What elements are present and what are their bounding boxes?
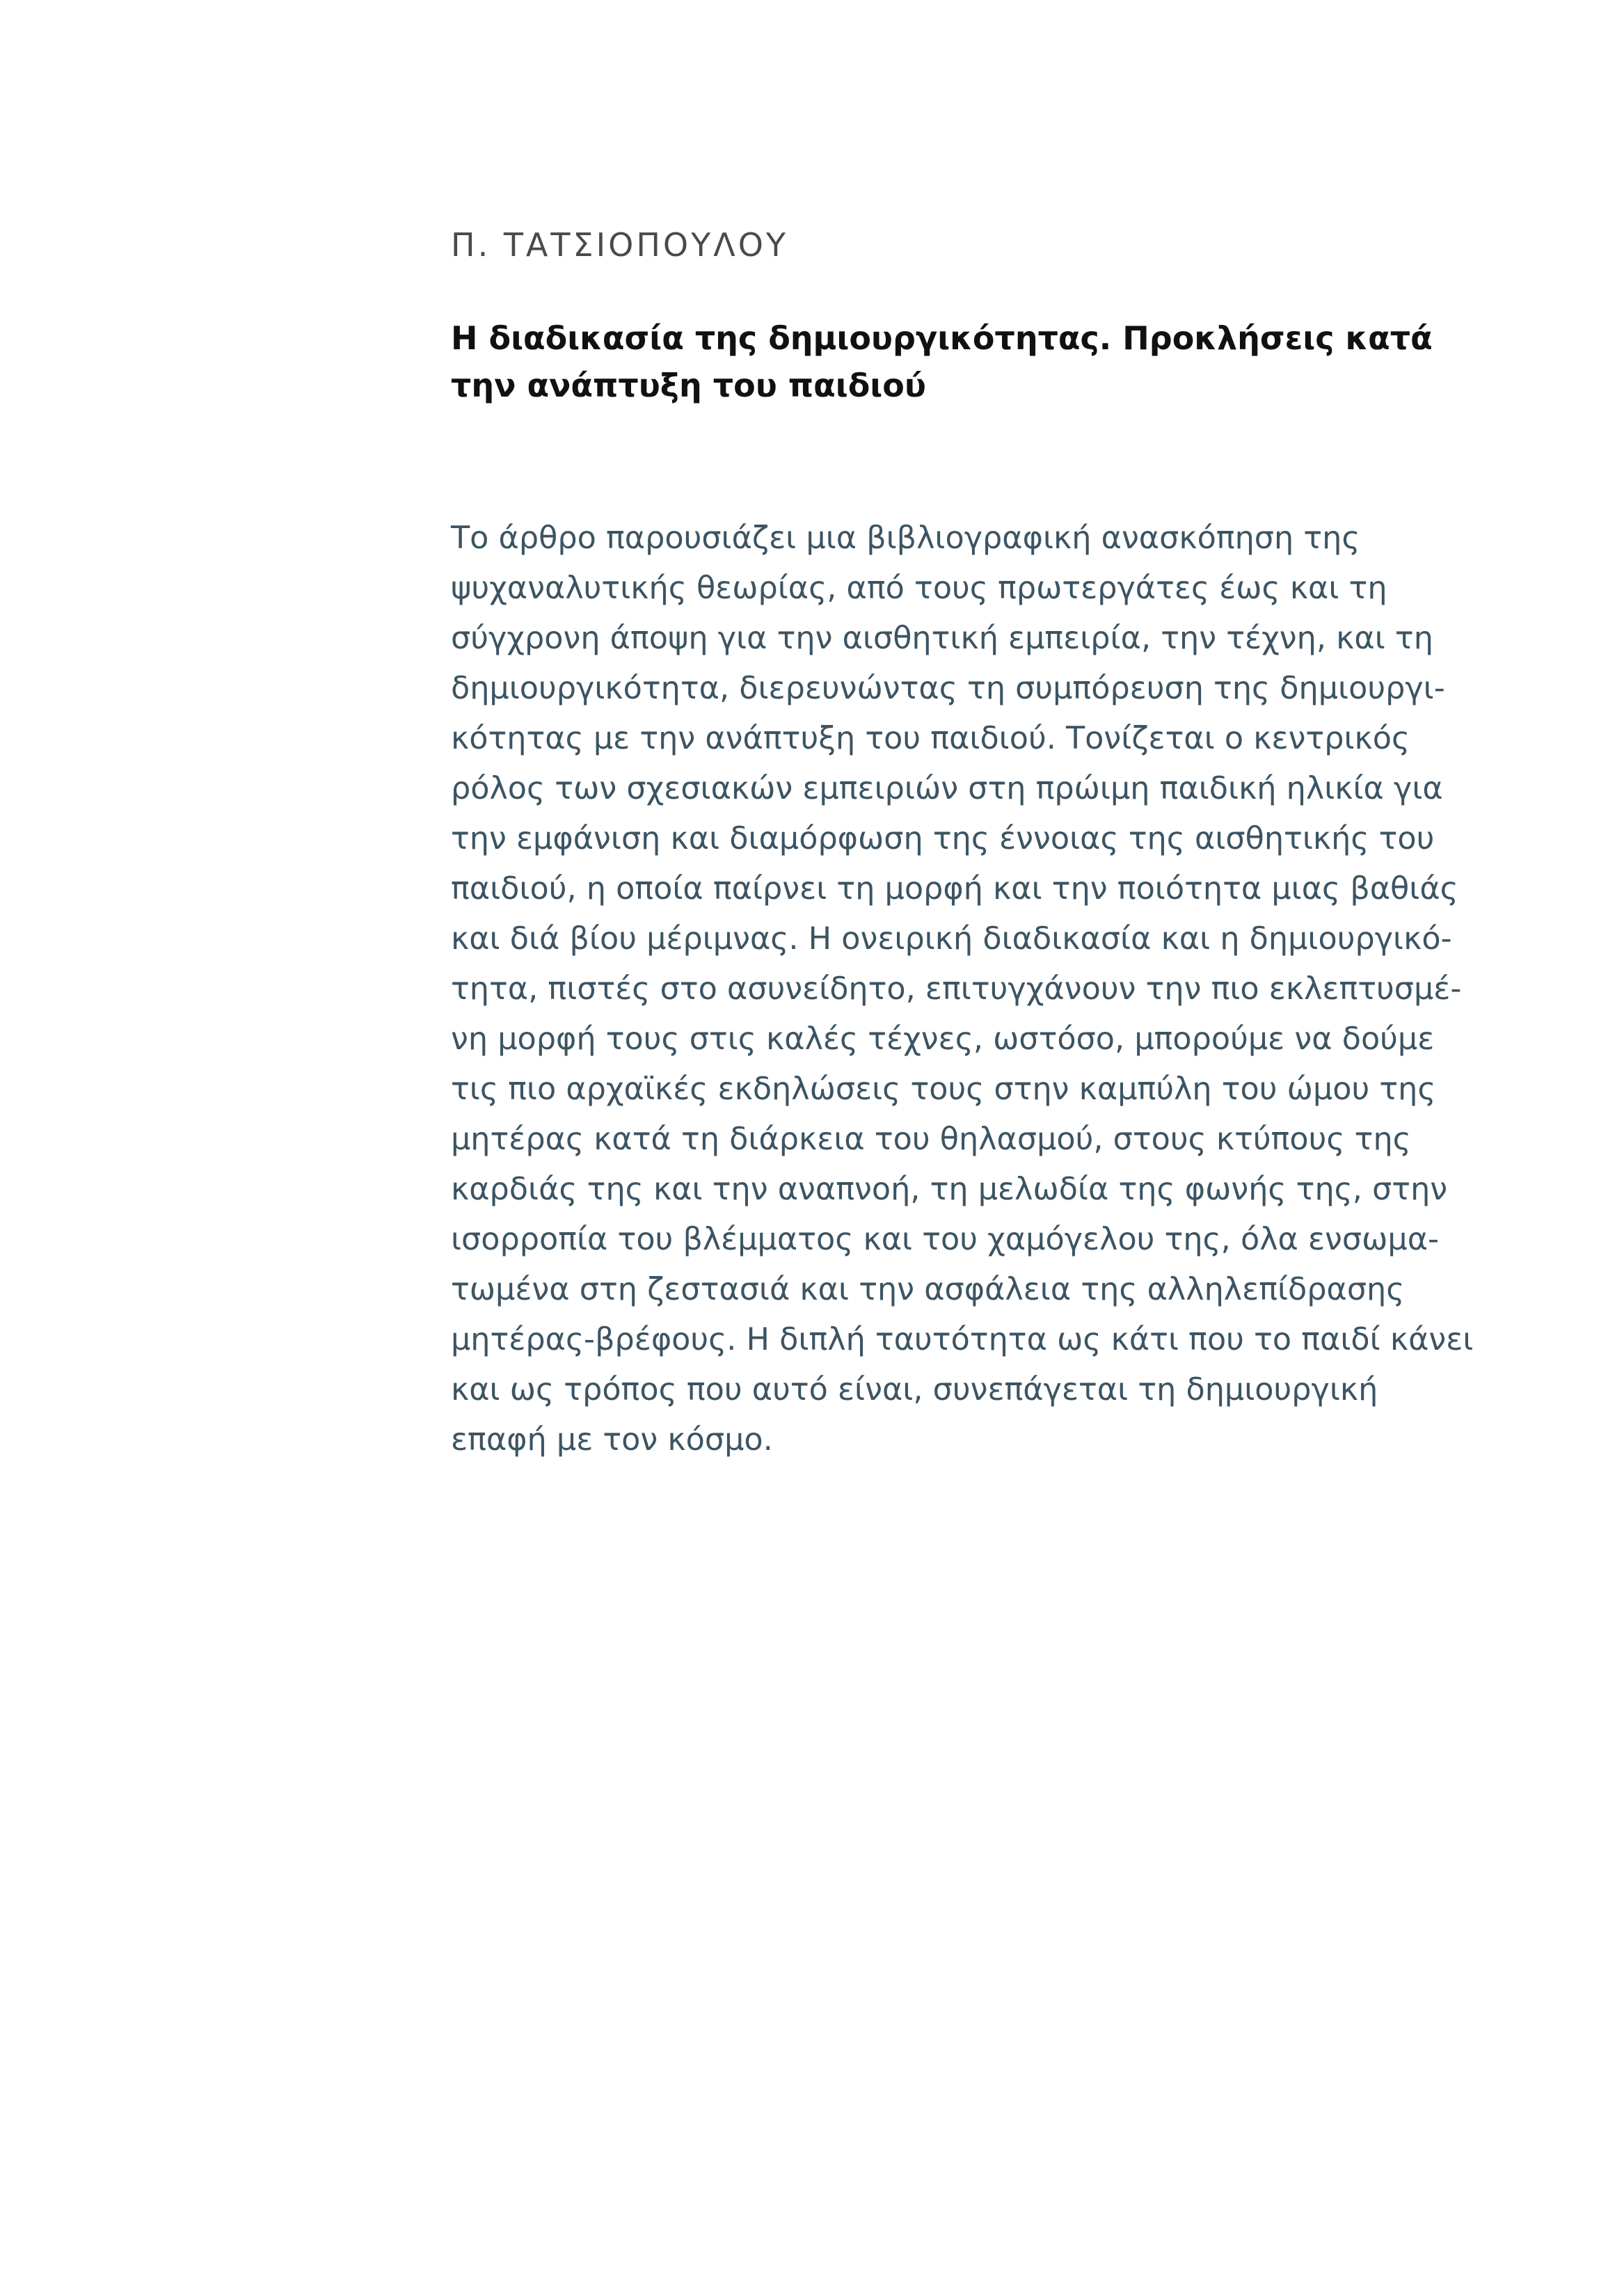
abstract-line: και διά βίου μέριμνας. Η ονειρική διαδικασία και η δημιουργικό- <box>451 921 1452 957</box>
abstract-line: δημιουργικότητα, διερευνώντας τη συμπόρευση της δημιουργι- <box>451 671 1445 706</box>
abstract <box>451 513 1508 1465</box>
abstract-line: παιδιού, η οποία παίρνει τη μορφή και την ποιότητα μιας βαθιάς <box>451 871 1458 907</box>
abstract-line: και ως τρόπος που αυτό είναι, συνεπάγεται τη δημιουργική <box>451 1372 1378 1408</box>
abstract-line: σύγχρονη άποψη για την αισθητική εμπειρία, την τέχνη, και τη <box>451 621 1433 656</box>
abstract-line: ψυχαναλυτικής θεωρίας, από τους πρωτεργάτες έως και τη <box>451 571 1387 606</box>
abstract-line: την εμφάνιση και διαμόρφωση της έννοιας της αισθητικής του <box>451 821 1435 856</box>
abstract-line: Το άρθρο παρουσιάζει μια βιβλιογραφική ανασκόπηση της <box>451 520 1360 556</box>
abstract-line: ισορροπία του βλέμματος και του χαμόγελου της, όλα ενσωμα- <box>451 1222 1440 1257</box>
abstract-line: καρδιάς της και την αναπνοή, τη μελωδία της φωνής της, στην <box>451 1172 1448 1207</box>
abstract-line: επαφή με τον κόσμο. <box>451 1422 773 1458</box>
abstract-line: μητέρας-βρέφους. Η διπλή ταυτότητα ως κάτι που το παιδί κάνει <box>451 1322 1474 1357</box>
abstract-line: μητέρας κατά τη διάρκεια του θηλασμού, στους κτύπους της <box>451 1122 1411 1157</box>
article-title: Η διαδικασία της δημιουργικότητας. Προκλήσεις κατά την ανάπτυξη του παιδιού <box>451 319 1433 404</box>
abstract-line: τωμένα στη ζεστασιά και την ασφάλεια της αλληλεπίδρασης <box>451 1272 1405 1307</box>
abstract-line: τις πιο αρχαϊκές εκδηλώσεις τους στην καμπύλη του ώμου της <box>451 1071 1436 1107</box>
abstract-line: τητα, πιστές στο ασυνείδητο, επιτυγχάνουν την πιο εκλεπτυσμέ- <box>451 971 1462 1007</box>
abstract-line: ρόλος των σχεσιακών εμπειριών στη πρώιμη παιδική ηλικία για <box>451 771 1443 806</box>
article-content <box>451 223 1508 1465</box>
abstract-line: νη μορφή τους στις καλές τέχνες, ωστόσο, μπορούμε να δούμε <box>451 1021 1435 1057</box>
abstract-line: κότητας με την ανάπτυξη του παιδιού. Τονίζεται ο κεντρικός <box>451 721 1410 756</box>
author-name: Π. ΤΑΤΣΙΟΠΟΥΛΟΥ <box>451 226 789 264</box>
